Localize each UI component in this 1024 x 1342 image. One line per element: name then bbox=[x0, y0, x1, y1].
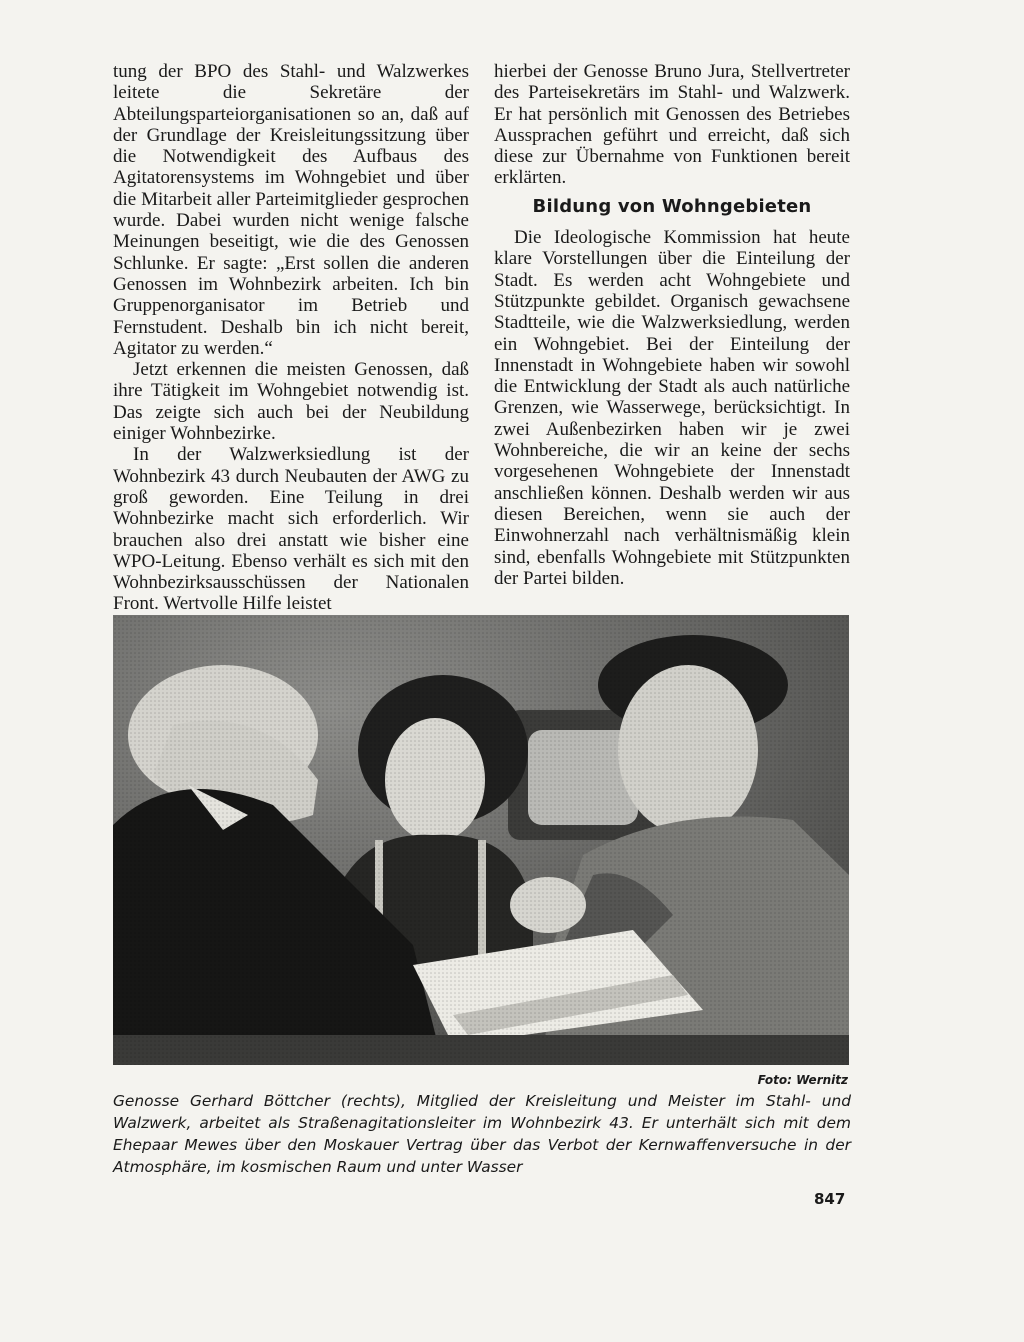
photo-credit: Foto: Wernitz bbox=[757, 1073, 848, 1087]
paragraph: Jetzt erkennen die meisten Genossen, daß ihre Tätigkeit im Wohngebiet notwendig ist. Das zeigte sich auch bei der Neubildung einiger Wohnbezirke. bbox=[113, 359, 469, 445]
text-column-left bbox=[113, 61, 469, 615]
photo-caption: Genosse Gerhard Böttcher (rechts), Mitglied der Kreisleitung und Meister im Stahl- und Walzwerk, arbeitet als Straßenagitationsleiter im Wohnbezirk 43. Er unterhält sich mit dem Ehepaar Mewes über den Moskauer Vertrag über das Verbot der Kernwaffenversuche in der Atmosphäre, im kosmischen Raum und unter Wasser bbox=[113, 1092, 851, 1176]
paragraph: hierbei der Genosse Bruno Jura, Stellvertreter des Parteisekretärs im Stahl- und Walzwerk. Er hat persönlich mit Genossen des Betriebes Aussprachen geführt und erreicht, daß sich diese zur Übernahme von Funktionen bereit erklärten. bbox=[494, 61, 850, 189]
paragraph: Die Ideologische Kommission hat heute klare Vorstellungen über die Einteilung der Stadt. Es werden acht Wohngebiete und Stützpunkte gebildet. Organisch gewachsene Stadtteile, wie die Walzwerksiedlung, werden ein Wohngebiet. Bei der Einteilung der Innenstadt in Wohngebiete haben wir sowohl die Entwicklung der Stadt als auch natürliche Grenzen, wie Wasserwege, berücksichtigt. In zwei Außenbezirken haben wir je zwei Wohnbereiche, die wir an keine der sechs vorgesehenen Wohngebiete der Innenstadt anschließen können. Deshalb werden wir aus diesen Bereichen, wenn sie auch der Einwohnerzahl nach verhältnismäßig klein sind, ebenfalls Wohngebiete mit Stützpunkten der Partei bilden. bbox=[494, 227, 850, 589]
paragraph: tung der BPO des Stahl- und Walzwerkes leitete die Sekretäre der Abteilungsparteiorganisationen so an, daß auf der Grundlage der Kreisleitungssitzung über die Notwendigkeit des Aufbaus des Agitatorensystems im Wohngebiet und über die Mitarbeit aller Parteimitglieder gesprochen wurde. Dabei wurden nicht wenige falsche Meinungen beseitigt, wie die des Genossen Schlunke. Er sagte: „Erst sollen die anderen Genossen im Wohnbezirk arbeiten. Ich bin Gruppenorganisator im Betrieb und Fernstudent. Deshalb bin ich nicht bereit, Agitator zu werden.“ bbox=[113, 61, 469, 359]
page-number: 847 bbox=[814, 1190, 846, 1208]
halftone-photo bbox=[113, 615, 849, 1065]
text-column-right bbox=[494, 61, 850, 589]
paragraph: In der Walzwerksiedlung ist der Wohnbezirk 43 durch Neubauten der AWG zu groß geworden. Eine Teilung in drei Wohnbezirke macht sich erforderlich. Wir brauchen also drei anstatt wie bisher eine WPO-Leitung. Ebenso verhält es sich mit den Wohnbezirksausschüssen der Nationalen Front. Wertvolle Hilfe leistet bbox=[113, 444, 469, 615]
section-heading: Bildung von Wohngebieten bbox=[532, 195, 812, 217]
photo-illustration bbox=[113, 615, 849, 1065]
